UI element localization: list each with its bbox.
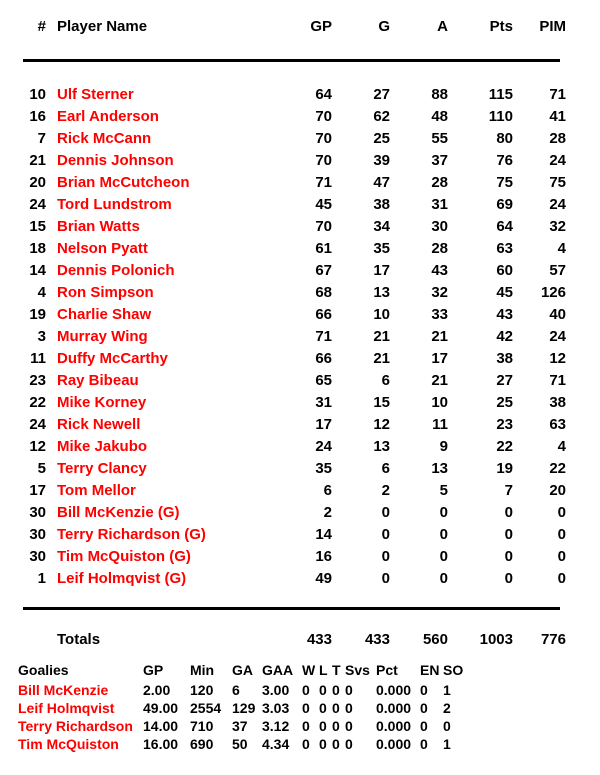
player-goals: 34 <box>373 218 390 235</box>
player-row <box>0 128 566 150</box>
player-assists: 30 <box>431 218 448 235</box>
goalie-col-header-wins: W <box>302 662 316 678</box>
player-penalty-minutes: 40 <box>549 306 566 323</box>
player-points: 64 <box>496 218 513 235</box>
player-row <box>0 150 566 172</box>
player-name: Dennis Polonich <box>57 262 175 279</box>
player-goals: 25 <box>373 130 390 147</box>
col-header-goals: G <box>378 18 390 35</box>
player-row <box>0 304 566 326</box>
goalie-ties: 0 <box>332 736 340 752</box>
col-header-points: Pts <box>489 18 513 35</box>
player-name: Dennis Johnson <box>57 152 174 169</box>
player-name: Mike Korney <box>57 394 147 411</box>
player-penalty-minutes: 0 <box>557 570 566 587</box>
player-assists: 9 <box>439 438 448 455</box>
player-points: 38 <box>496 350 513 367</box>
player-points: 45 <box>496 284 513 301</box>
player-name: Tord Lundstrom <box>57 196 172 213</box>
goalie-row <box>0 717 473 735</box>
player-row <box>0 546 566 568</box>
player-name: Ulf Sterner <box>57 86 134 103</box>
player-goals: 21 <box>373 328 390 345</box>
player-name: Mike Jakubo <box>57 438 148 455</box>
player-points: 42 <box>496 328 513 345</box>
player-name: Nelson Pyatt <box>57 240 148 257</box>
totals-goals: 433 <box>364 631 390 648</box>
goalie-shutouts: 2 <box>443 700 451 716</box>
player-jersey-number: 30 <box>29 548 46 565</box>
player-goals: 0 <box>381 526 390 543</box>
player-jersey-number: 22 <box>29 394 46 411</box>
player-name: Ray Bibeau <box>57 372 139 389</box>
player-points: 0 <box>504 504 513 521</box>
goalie-save-percentage: 0.000 <box>376 736 412 752</box>
player-row <box>0 370 566 392</box>
player-points: 76 <box>496 152 513 169</box>
goalie-save-percentage: 0.000 <box>376 718 412 734</box>
player-points: 110 <box>488 108 513 125</box>
player-games-played: 64 <box>315 86 332 103</box>
player-jersey-number: 18 <box>29 240 46 257</box>
player-penalty-minutes: 71 <box>549 86 566 103</box>
player-games-played: 70 <box>315 152 332 169</box>
player-name: Leif Holmqvist (G) <box>57 570 187 587</box>
goalie-ties: 0 <box>332 718 340 734</box>
player-penalty-minutes: 75 <box>549 174 566 191</box>
player-penalty-minutes: 20 <box>549 482 566 499</box>
goalie-empty-net: 0 <box>420 736 428 752</box>
player-penalty-minutes: 4 <box>557 240 566 257</box>
player-jersey-number: 4 <box>37 284 46 301</box>
player-assists: 28 <box>431 174 448 191</box>
player-row <box>0 458 566 480</box>
goalie-col-header-ties: T <box>332 662 341 678</box>
player-points: 22 <box>496 438 513 455</box>
goalie-losses: 0 <box>319 718 327 734</box>
player-name: Brian McCutcheon <box>57 174 190 191</box>
goalie-losses: 0 <box>319 736 327 752</box>
player-jersey-number: 20 <box>29 174 46 191</box>
player-name: Tom Mellor <box>57 482 136 499</box>
player-assists: 0 <box>439 526 448 543</box>
goalie-minutes: 690 <box>190 736 214 752</box>
player-games-played: 61 <box>315 240 332 257</box>
goalie-goals-against-average: 3.03 <box>262 700 290 716</box>
goalie-name: Tim McQuiston <box>18 736 119 752</box>
goalie-name: Terry Richardson <box>18 718 133 734</box>
player-games-played: 67 <box>315 262 332 279</box>
player-jersey-number: 24 <box>29 416 46 433</box>
player-row <box>0 392 566 414</box>
col-header-player-name: Player Name <box>57 18 148 35</box>
goalie-saves: 0 <box>345 700 353 716</box>
player-goals: 21 <box>373 350 390 367</box>
player-penalty-minutes: 126 <box>540 284 566 301</box>
player-points: 43 <box>496 306 513 323</box>
player-row <box>0 282 566 304</box>
player-goals: 10 <box>373 306 390 323</box>
player-name: Duffy McCarthy <box>57 350 168 367</box>
player-penalty-minutes: 12 <box>549 350 566 367</box>
player-games-played: 16 <box>315 548 332 565</box>
player-assists: 55 <box>431 130 448 147</box>
player-games-played: 66 <box>315 306 332 323</box>
player-games-played: 35 <box>315 460 332 477</box>
player-points: 80 <box>496 130 513 147</box>
goalie-goals-against: 6 <box>232 682 240 698</box>
goalie-shutouts: 1 <box>443 736 451 752</box>
goalie-saves: 0 <box>345 682 353 698</box>
player-assists: 10 <box>431 394 448 411</box>
player-assists: 5 <box>439 482 448 499</box>
player-goals: 27 <box>373 86 390 103</box>
goalie-ties: 0 <box>332 682 340 698</box>
goalie-goals-against-average: 3.00 <box>262 682 290 698</box>
player-penalty-minutes: 71 <box>549 372 566 389</box>
player-goals: 13 <box>373 284 390 301</box>
player-name: Ron Simpson <box>57 284 154 301</box>
goalie-games-played: 49.00 <box>143 700 179 716</box>
player-row <box>0 480 566 502</box>
goalie-losses: 0 <box>319 700 327 716</box>
goalie-saves: 0 <box>345 718 353 734</box>
player-goals: 2 <box>381 482 390 499</box>
player-row <box>0 326 566 348</box>
player-jersey-number: 14 <box>29 262 46 279</box>
player-rows-container <box>0 84 566 590</box>
goalie-minutes: 2554 <box>190 700 222 716</box>
player-row <box>0 238 566 260</box>
player-games-played: 71 <box>315 328 332 345</box>
goalie-saves: 0 <box>345 736 353 752</box>
player-jersey-number: 19 <box>29 306 46 323</box>
player-row <box>0 568 566 590</box>
player-row <box>0 216 566 238</box>
goalie-wins: 0 <box>302 700 310 716</box>
goalie-table-header-row <box>0 661 473 679</box>
player-games-played: 49 <box>315 570 332 587</box>
player-assists: 32 <box>431 284 448 301</box>
goalie-empty-net: 0 <box>420 700 428 716</box>
player-penalty-minutes: 0 <box>557 548 566 565</box>
player-goals: 6 <box>381 372 390 389</box>
player-assists: 13 <box>431 460 448 477</box>
player-assists: 37 <box>431 152 448 169</box>
player-penalty-minutes: 38 <box>549 394 566 411</box>
goalie-ties: 0 <box>332 700 340 716</box>
player-points: 69 <box>496 196 513 213</box>
col-header-jersey-number: # <box>37 18 46 35</box>
player-name: Terry Richardson (G) <box>57 526 206 543</box>
player-penalty-minutes: 0 <box>557 504 566 521</box>
player-goals: 62 <box>373 108 390 125</box>
totals-games-played: 433 <box>306 631 332 648</box>
player-games-played: 45 <box>315 196 332 213</box>
player-name: Rick McCann <box>57 130 152 147</box>
player-games-played: 70 <box>315 218 332 235</box>
goalie-games-played: 2.00 <box>143 682 171 698</box>
goalie-col-header-label: Goalies <box>18 662 69 678</box>
player-penalty-minutes: 24 <box>549 196 566 213</box>
player-penalty-minutes: 28 <box>549 130 566 147</box>
player-name: Brian Watts <box>57 218 140 235</box>
goalie-minutes: 710 <box>190 718 214 734</box>
player-points: 0 <box>504 548 513 565</box>
player-name: Bill McKenzie (G) <box>57 504 180 521</box>
player-jersey-number: 11 <box>30 350 46 367</box>
player-jersey-number: 17 <box>29 482 46 499</box>
player-assists: 0 <box>439 548 448 565</box>
player-row <box>0 414 566 436</box>
player-row <box>0 172 566 194</box>
player-games-played: 65 <box>315 372 332 389</box>
player-assists: 31 <box>431 196 448 213</box>
player-games-played: 68 <box>315 284 332 301</box>
player-goals: 13 <box>373 438 390 455</box>
goalie-name: Leif Holmqvist <box>18 700 115 716</box>
goalie-wins: 0 <box>302 718 310 734</box>
goalie-col-header-losses: L <box>319 662 328 678</box>
player-assists: 17 <box>431 350 448 367</box>
player-name: Tim McQuiston (G) <box>57 548 191 565</box>
player-goals: 0 <box>381 548 390 565</box>
player-row <box>0 194 566 216</box>
player-assists: 43 <box>431 262 448 279</box>
player-jersey-number: 12 <box>29 438 46 455</box>
player-row <box>0 436 566 458</box>
player-goals: 0 <box>381 504 390 521</box>
goalie-row <box>0 699 473 717</box>
goalie-col-header-goals-against-average: GAA <box>262 662 294 678</box>
player-jersey-number: 10 <box>29 86 46 103</box>
player-assists: 21 <box>431 328 448 345</box>
player-penalty-minutes: 4 <box>557 438 566 455</box>
totals-label: Totals <box>57 631 101 648</box>
goalie-row <box>0 681 473 699</box>
player-goals: 15 <box>373 394 390 411</box>
player-assists: 0 <box>439 570 448 587</box>
player-penalty-minutes: 41 <box>549 108 566 125</box>
col-header-games-played: GP <box>310 18 332 35</box>
player-games-played: 17 <box>315 416 332 433</box>
goalie-rows-container <box>0 681 473 753</box>
goalie-empty-net: 0 <box>420 718 428 734</box>
goalie-games-played: 16.00 <box>143 736 179 752</box>
player-points: 60 <box>496 262 513 279</box>
player-goals: 39 <box>373 152 390 169</box>
goalie-col-header-save-percentage: Pct <box>376 662 398 678</box>
goalie-wins: 0 <box>302 736 310 752</box>
totals-penalty-minutes: 776 <box>540 631 566 648</box>
player-jersey-number: 30 <box>29 526 46 543</box>
player-jersey-number: 30 <box>29 504 46 521</box>
player-games-played: 6 <box>323 482 332 499</box>
player-goals: 17 <box>373 262 390 279</box>
player-jersey-number: 23 <box>29 372 46 389</box>
player-jersey-number: 24 <box>29 196 46 213</box>
player-name: Charlie Shaw <box>57 306 152 323</box>
player-goals: 12 <box>373 416 390 433</box>
player-points: 7 <box>504 482 513 499</box>
player-goals: 47 <box>373 174 390 191</box>
player-assists: 0 <box>439 504 448 521</box>
player-penalty-minutes: 22 <box>549 460 566 477</box>
player-jersey-number: 1 <box>37 570 46 587</box>
player-name: Murray Wing <box>57 328 148 345</box>
player-games-played: 14 <box>315 526 332 543</box>
goalie-save-percentage: 0.000 <box>376 682 412 698</box>
goalie-goals-against-average: 3.12 <box>262 718 290 734</box>
player-row <box>0 106 566 128</box>
player-penalty-minutes: 24 <box>549 328 566 345</box>
player-row <box>0 260 566 282</box>
player-assists: 28 <box>431 240 448 257</box>
player-name: Rick Newell <box>57 416 141 433</box>
goalie-col-header-saves: Svs <box>345 662 370 678</box>
player-points: 75 <box>496 174 513 191</box>
goalie-save-percentage: 0.000 <box>376 700 412 716</box>
player-games-played: 2 <box>323 504 332 521</box>
goalie-col-header-empty-net: EN <box>420 662 440 678</box>
player-jersey-number: 16 <box>29 108 46 125</box>
player-games-played: 24 <box>315 438 332 455</box>
player-row <box>0 348 566 370</box>
player-penalty-minutes: 0 <box>557 526 566 543</box>
player-penalty-minutes: 57 <box>549 262 566 279</box>
goalie-losses: 0 <box>319 682 327 698</box>
player-assists: 21 <box>431 372 448 389</box>
goalie-col-header-minutes: Min <box>190 662 215 678</box>
goalie-col-header-goals-against: GA <box>232 662 253 678</box>
player-penalty-minutes: 63 <box>549 416 566 433</box>
goalie-name: Bill McKenzie <box>18 682 109 698</box>
player-jersey-number: 7 <box>37 130 46 147</box>
player-row <box>0 84 566 106</box>
totals-points: 1003 <box>479 631 513 648</box>
player-name: Terry Clancy <box>57 460 147 477</box>
goalie-col-header-shutouts: SO <box>443 662 464 678</box>
player-points: 63 <box>496 240 513 257</box>
goalie-shutouts: 1 <box>443 682 451 698</box>
player-jersey-number: 5 <box>37 460 46 477</box>
col-header-penalty-minutes: PIM <box>539 18 566 35</box>
goalie-col-header-games-played: GP <box>143 662 164 678</box>
player-penalty-minutes: 32 <box>549 218 566 235</box>
player-points: 27 <box>496 372 513 389</box>
player-games-played: 70 <box>315 130 332 147</box>
goalie-goals-against-average: 4.34 <box>262 736 290 752</box>
player-assists: 48 <box>431 108 448 125</box>
player-row <box>0 502 566 524</box>
totals-divider-rule <box>23 607 560 610</box>
player-points: 19 <box>496 460 513 477</box>
player-games-played: 71 <box>315 174 332 191</box>
player-goals: 6 <box>381 460 390 477</box>
totals-row <box>0 629 566 651</box>
player-name: Earl Anderson <box>57 108 159 125</box>
goalie-games-played: 14.00 <box>143 718 179 734</box>
player-goals: 0 <box>381 570 390 587</box>
player-table-header-row <box>0 19 566 35</box>
totals-assists: 560 <box>422 631 448 648</box>
goalie-row <box>0 735 473 753</box>
player-assists: 88 <box>431 86 448 103</box>
player-points: 0 <box>504 526 513 543</box>
player-goals: 38 <box>373 196 390 213</box>
goalie-goals-against: 37 <box>232 718 248 734</box>
player-points: 23 <box>496 416 513 433</box>
player-jersey-number: 3 <box>37 328 46 345</box>
player-games-played: 31 <box>315 394 332 411</box>
player-points: 25 <box>496 394 513 411</box>
player-points: 115 <box>488 86 513 103</box>
player-jersey-number: 21 <box>29 152 46 169</box>
player-assists: 33 <box>431 306 448 323</box>
player-assists: 11 <box>432 416 448 433</box>
player-games-played: 70 <box>315 108 332 125</box>
goalie-empty-net: 0 <box>420 682 428 698</box>
goalie-minutes: 120 <box>190 682 214 698</box>
header-divider-rule <box>23 59 560 62</box>
player-goals: 35 <box>373 240 390 257</box>
goalie-goals-against: 129 <box>232 700 256 716</box>
col-header-assists: A <box>437 18 448 35</box>
goalie-goals-against: 50 <box>232 736 248 752</box>
player-games-played: 66 <box>315 350 332 367</box>
player-jersey-number: 15 <box>29 218 46 235</box>
player-row <box>0 524 566 546</box>
player-points: 0 <box>504 570 513 587</box>
player-penalty-minutes: 24 <box>549 152 566 169</box>
goalie-wins: 0 <box>302 682 310 698</box>
goalie-shutouts: 0 <box>443 718 451 734</box>
